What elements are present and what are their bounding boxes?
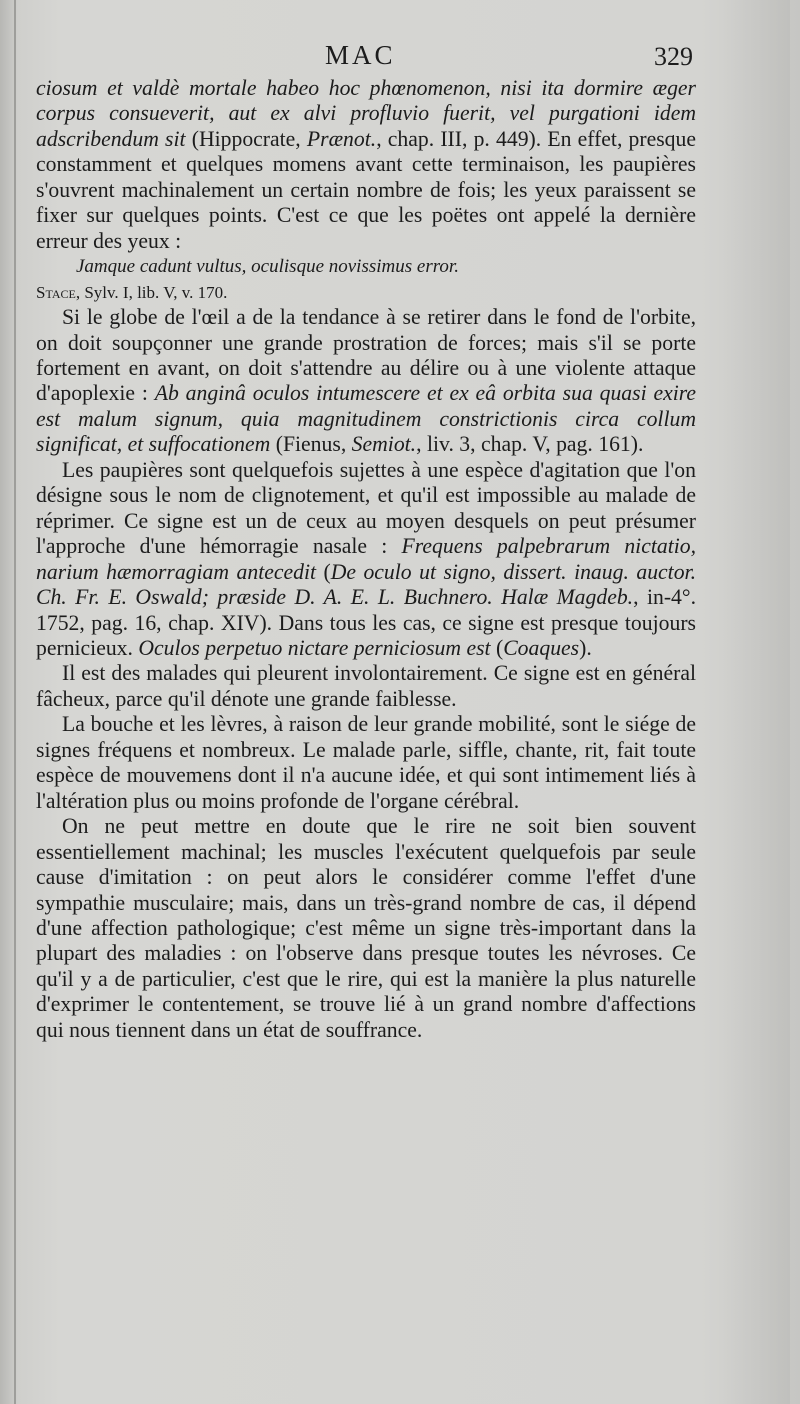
verse-citation: , Sylv. I, lib. V, v. 170. — [75, 282, 228, 302]
paragraph-1-text: , chap. III, p. 449). En effet, presque constamment et quelques momens avant cette terminaison, les paupières s'ouvrent machinalement un certain nombre de fois; les yeux paraissent se fixer sur quelques points. C'est ce que les poëtes ont appelé la dernière erreur des yeux : — [36, 126, 696, 253]
binding-gutter — [14, 0, 16, 1404]
latin-quote-angina: Ab anginâ oculos intumescere et ex eâ orbita sua quasi exire est malum signum, quia magnitudinem constrictionis circa collum significat, et suffocationem — [36, 381, 696, 457]
latin-quote-hippocrate: ciosum et valdè mortale habeo hoc phœnomenon, nisi ita dormire æger corpus consueverit, aut ex alvi profluvio fuerit, vel purgationi idem adscribendum sit — [36, 76, 696, 151]
page-shadow — [720, 0, 790, 1404]
paragraph-2-text: Si le globe de l'œil a de la tendance à se retirer dans le fond de l'orbite, on doit soupçonner une grande prostration de forces; mais s'il se porte fortement en avant, on doit s'attendre au délire ou à une violente attaque d'apoplexie : — [36, 305, 696, 406]
paragraph-3-text: ( — [316, 559, 331, 584]
paragraph-2 — [36, 305, 696, 458]
paragraph-3 — [36, 458, 696, 662]
paragraph-1-text: (Hippocrate, — [185, 126, 307, 151]
paragraph-3-text: ( — [490, 635, 504, 660]
latin-quote-nictare: Oculos perpetuo nictare perniciosum est — [138, 635, 491, 660]
latin-quote-nictatio: Frequens palpebrarum nictatio, narium hæmorragiam antecedit — [36, 534, 697, 584]
citation-coaques: Coaques — [503, 635, 580, 660]
paragraph-3-text: ). — [579, 635, 592, 660]
page-number: 329 — [654, 42, 693, 71]
paragraph-4: Il est des malades qui pleurent involontairement. Ce signe est en général fâcheux, parce qu'il dénote une grande faiblesse. — [36, 661, 696, 711]
citation-praenot: Prænot. — [306, 126, 377, 151]
paragraph-1 — [36, 76, 696, 254]
citation-semiot: Semiot. — [351, 432, 417, 457]
body-text — [36, 76, 696, 1043]
verse-reference — [36, 280, 696, 305]
paragraph-6: On ne peut mettre en doute que le rire ne soit bien souvent essentiellement machinal; les muscles l'exécutent quelquefois par seule cause d'imitation : on peut alors le considérer comme l'effet d'une sympathie musculaire; mais, dans un très-grand nombre de cas, il dépend d'une affection pathologique; c'est même un signe très-important dans la plupart des maladies : on l'observe dans presque toutes les névroses. Ce qu'il y a de particulier, c'est que le rire, qui est la manière la plus naturelle d'exprimer le contentement, se trouve lié à un grand nombre d'affections qui nous tiennent dans un état de souffrance. — [36, 814, 696, 1042]
running-head — [0, 40, 800, 76]
verse-author: Stace — [36, 282, 76, 302]
verse-quote: Jamque cadunt vultus, oculisque novissimus error. — [76, 256, 459, 278]
paragraph-3-text: Les paupières sont quelquefois sujettes à une espèce d'agitation que l'on désigne sous le nom de clignotement, et qu'il est impossible au malade de réprimer. Ce signe est un de ceux au moyen desquels on peut présumer l'approche d'une hémorragie nasale : — [36, 457, 696, 559]
running-head-title: MAC — [325, 40, 396, 70]
paragraph-2-text: (Fienus, — [270, 432, 352, 457]
citation-oswald: De oculo ut signo, dissert. inaug. auctor. Ch. Fr. E. Oswald; præside D. A. E. L. Buchnero. Halæ Magdeb. — [36, 559, 696, 610]
paragraph-5: La bouche et les lèvres, à raison de leur grande mobilité, sont le siége de signes fréquens et nombreux. Le malade parle, siffle, chante, rit, fait toute espèce de mouvemens dont il n'a aucune idée, et qui sont intimement liés à l'altération plus ou moins profonde de l'organe cérébral. — [36, 712, 696, 813]
paragraph-3-text: , in-4°. 1752, pag. 16, chap. XIV). Dans tous les cas, ce signe est presque toujours pernicieux. — [36, 585, 696, 660]
paragraph-2-text: , liv. 3, chap. V, pag. 161). — [416, 432, 644, 457]
